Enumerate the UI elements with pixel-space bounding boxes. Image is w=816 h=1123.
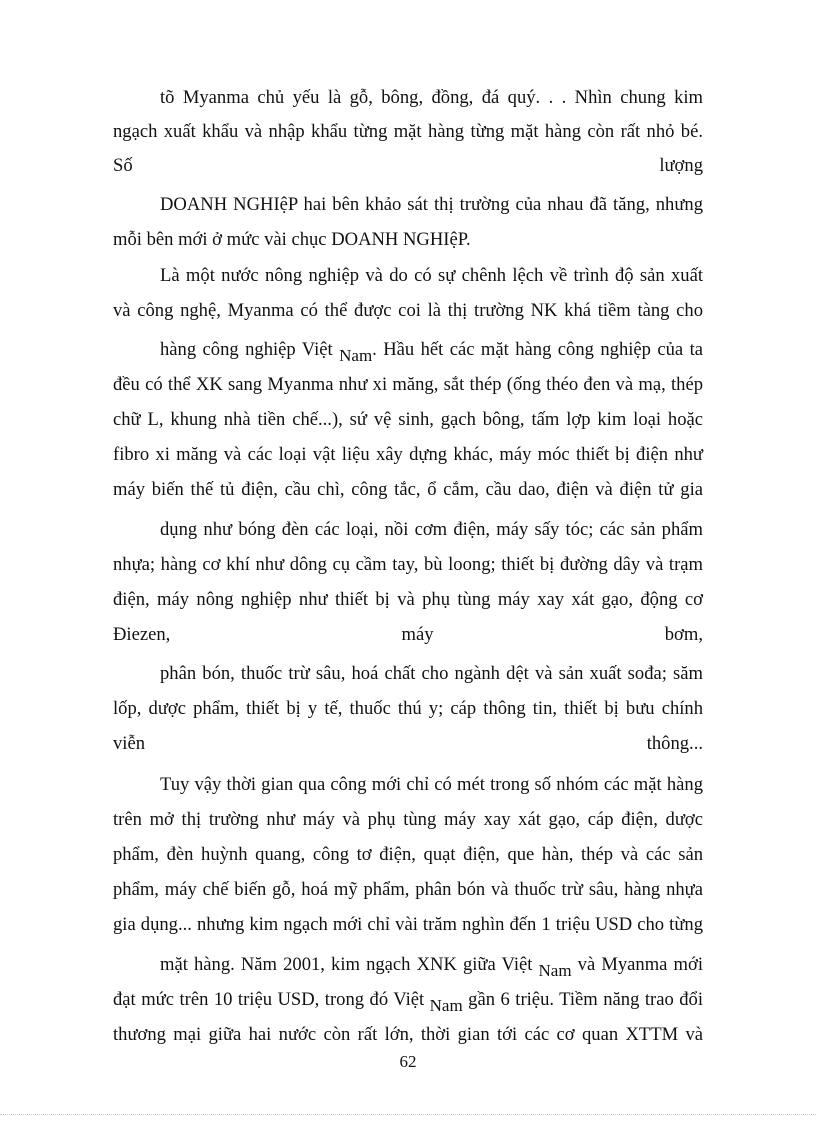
text-segment: mặt hàng. Năm 2001, kim ngạch XNK giữa Việt [160,954,539,975]
text-line: ngạch xuất khẩu và nhập khẩu từng mặt hàng từng mặt hàng còn rất nhỏ bé. [113,121,703,142]
text-line [160,947,703,983]
text-line: phẩm, đèn huỳnh quang, công tơ điện, quạt điện, que hàn, thép và các sản [113,844,703,865]
text-line [160,332,703,368]
text-line: dụng như bóng đèn các loại, nồi cơm điện, máy sấy tóc; các sản phẩm [160,519,703,540]
text-segment: hàng công nghiệp Việt [160,339,340,360]
text-line: mỗi bên mới ở mức vài chục DOANH NGHIệP. [113,229,471,250]
text-line: viễn thông... [113,733,703,754]
text-segment: . Hầu hết các mặt hàng công nghiệp của ta [372,339,704,360]
text-segment: gần 6 triệu. Tiềm năng trao đổi [462,989,703,1010]
text-line: và công nghệ, Myanma có thể được coi là thị trường NK khá tiềm tàng cho [113,300,703,321]
text-line: nhựa; hàng cơ khí như dông cụ cầm tay, bù loong; thiết bị đường dây và trạm [113,554,703,575]
text-line: phân bón, thuốc trừ sâu, hoá chất cho ngành dệt và sản xuất sođa; săm [160,663,703,684]
text-line: Là một nước nông nghiệp và do có sự chênh lệch về trình độ sản xuất [160,265,703,286]
text-segment: đạt mức trên 10 triệu USD, trong đó Việt [113,989,430,1010]
text-line: Số lượng [113,155,703,176]
text-line: Tuy vậy thời gian qua công mới chỉ có mét trong số nhóm các mặt hàng [160,774,703,795]
text-line: đều có thể XK sang Myanma như xi măng, sắt thép (ống théo đen và mạ, thép [113,374,703,395]
text-line: lốp, dược phẩm, thiết bị y tế, thuốc thú y; cáp thông tin, thiết bị bưu chính [113,698,703,719]
text-line: phẩm, máy chế biến gỗ, hoá mỹ phẩm, phân bón và thuốc trừ sâu, hàng nhựa [113,879,703,900]
subscript-text: Nam [339,346,373,365]
text-segment: và Myanma mới [571,954,703,975]
text-line: thương mại giữa hai nước còn rất lớn, thời gian tới các cơ quan XTTM và [113,1024,703,1045]
text-line: tõ Myanma chủ yếu là gỗ, bông, đồng, đá quý. . . Nhìn chung kim [160,87,703,108]
text-line: fibro xi măng và các loại vật liệu xây dựng khác, máy móc thiết bị điện như [113,444,703,465]
text-line [113,982,703,1018]
text-line: Điezen, máy bơm, [113,624,703,645]
text-line: gia dụng... nhưng kim ngạch mới chỉ vài trăm nghìn đến 1 triệu USD cho từng [113,914,703,935]
text-line: trên mở thị trường như máy và phụ tùng máy xay xát gạo, cáp điện, dược [113,809,703,830]
subscript-text: Nam [429,996,463,1015]
subscript-text: Nam [538,961,572,980]
page-bottom-border [0,1114,816,1115]
text-line: điện, máy nông nghiệp như thiết bị và phụ tùng máy xay xát gạo, động cơ [113,589,703,610]
text-line: DOANH NGHIệP hai bên khảo sát thị trường của nhau đã tăng, nhưng [160,194,703,215]
text-line: chữ L, khung nhà tiền chế...), sứ vệ sinh, gạch bông, tấm lợp kim loại hoặc [113,409,703,430]
text-line: máy biến thế tủ điện, cầu chì, công tắc, ổ cắm, cầu dao, điện và điện tử gia [113,479,703,500]
page-number: 62 [399,1052,417,1071]
